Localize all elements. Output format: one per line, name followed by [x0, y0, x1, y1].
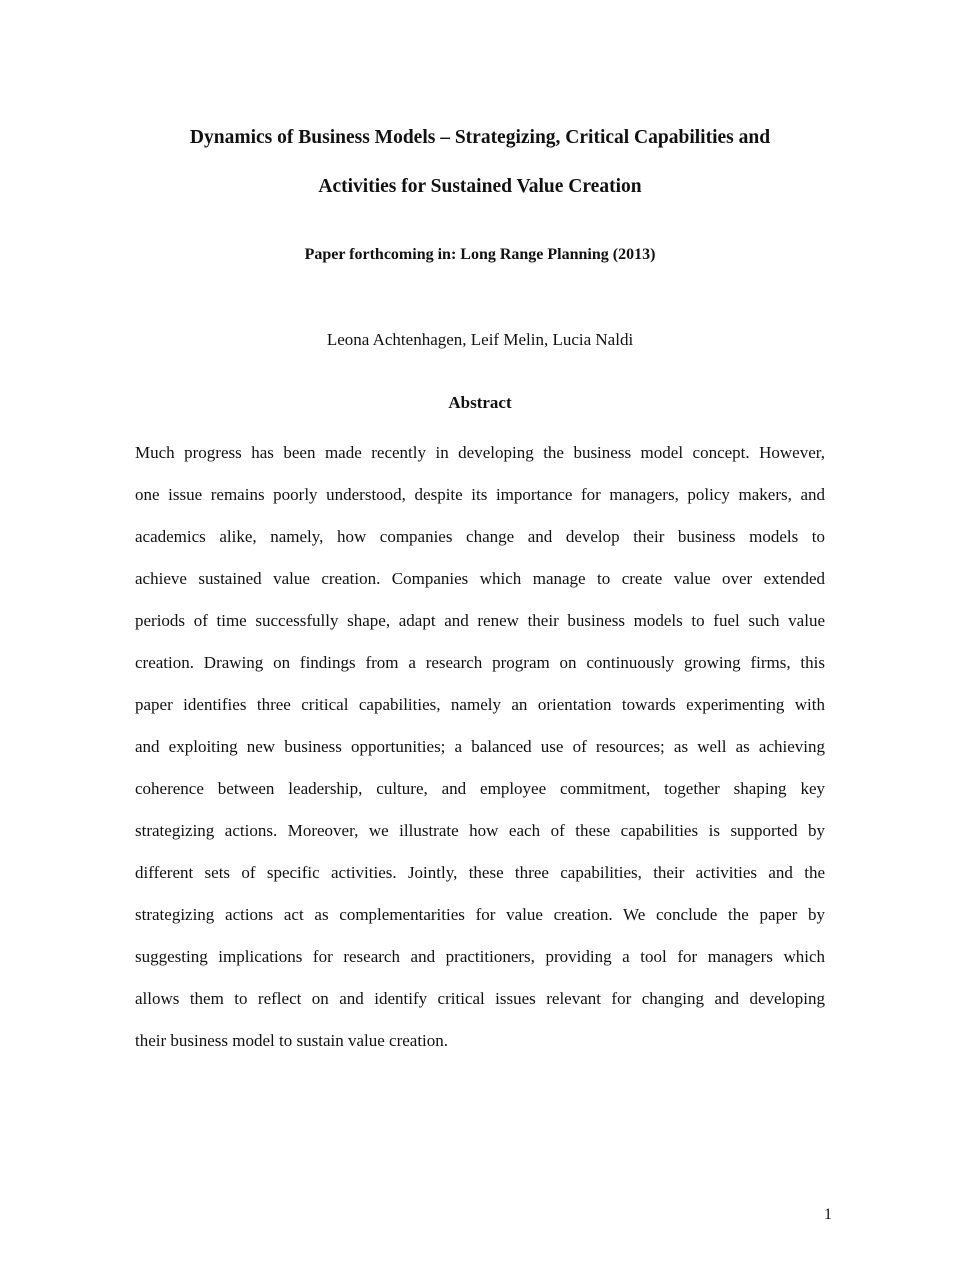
paper-title-line-1: Dynamics of Business Models – Strategizing, Critical Capabilities and — [189, 127, 771, 148]
abstract-line: periods of time successfully shape, adapt and renew their business models to fuel such value — [135, 611, 825, 630]
abstract-line: creation. Drawing on findings from a research program on continuously growing firms, this — [135, 653, 825, 672]
abstract-line: academics alike, namely, how companies change and develop their business models to — [135, 527, 825, 546]
abstract-line: one issue remains poorly understood, despite its importance for managers, policy makers, and — [135, 485, 825, 504]
abstract-line: achieve sustained value creation. Companies which manage to create value over extended — [135, 569, 825, 588]
abstract-line: allows them to reflect on and identify critical issues relevant for changing and developing — [135, 989, 825, 1008]
abstract-line: strategizing actions act as complementarities for value creation. We conclude the paper by — [135, 905, 825, 924]
abstract-line: different sets of specific activities. Jointly, these three capabilities, their activities and the — [135, 863, 825, 882]
abstract-line: paper identifies three critical capabilities, namely an orientation towards experimenting with — [135, 695, 825, 714]
abstract-heading: Abstract — [448, 393, 512, 412]
abstract-line: and exploiting new business opportunities; a balanced use of resources; as well as achieving — [135, 737, 825, 756]
abstract-body — [135, 432, 825, 1062]
abstract-line: suggesting implications for research and practitioners, providing a tool for managers which — [135, 947, 825, 966]
paper-title-line-2: Activities for Sustained Value Creation — [318, 176, 642, 197]
publication-note: Paper forthcoming in: Long Range Planning (2013) — [304, 246, 656, 263]
abstract-line: their business model to sustain value creation. — [135, 1031, 449, 1050]
page-number: 1 — [824, 1206, 832, 1223]
abstract-line: Much progress has been made recently in developing the business model concept. However, — [135, 443, 825, 462]
author-list: Leona Achtenhagen, Leif Melin, Lucia Naldi — [326, 330, 634, 349]
abstract-line: strategizing actions. Moreover, we illustrate how each of these capabilities is supported by — [135, 821, 825, 840]
abstract-line: coherence between leadership, culture, and employee commitment, together shaping key — [135, 779, 825, 798]
